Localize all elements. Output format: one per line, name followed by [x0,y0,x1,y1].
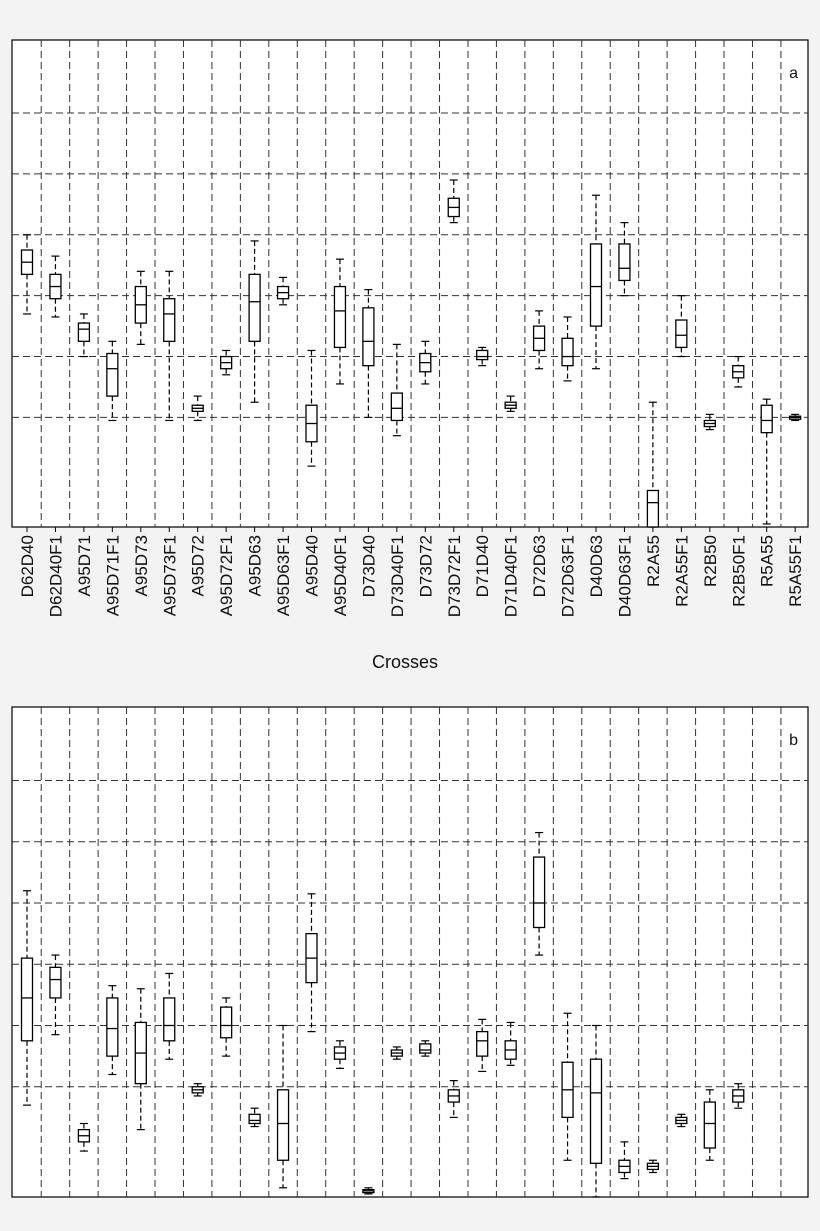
iqr-box [249,1114,260,1123]
iqr-box [164,998,175,1041]
x-tick-label: D73D72 [416,535,436,598]
iqr-box [761,405,772,432]
iqr-box [534,857,545,927]
x-tick-label: R2B50 [700,535,720,587]
panel-tag: b [789,732,798,749]
x-tick-label: D73D40 [359,535,379,598]
iqr-box [278,1090,289,1160]
x-tick-label: A95D63 [245,535,265,597]
iqr-box [221,1007,232,1038]
x-tick-label: A95D72F1 [217,535,237,617]
iqr-box [22,958,33,1041]
iqr-box [477,350,488,359]
panel-a [12,40,808,617]
panel-tag: a [789,65,798,82]
iqr-box [391,393,402,420]
iqr-box [477,1032,488,1057]
panel-b [12,707,808,1197]
x-tick-label: D72D63 [530,535,550,598]
x-tick-label: D73D72F1 [444,535,464,618]
iqr-box [107,354,118,397]
x-tick-label: D40D63F1 [615,535,635,618]
x-tick-label: D71D40 [473,535,493,598]
iqr-box [647,490,658,527]
x-tick-label: D62D40 [18,535,37,598]
x-tick-label: D40D63 [587,535,606,598]
x-tick-label: A95D73F1 [160,535,180,617]
iqr-box [591,244,602,326]
x-tick-label: R2A55 [643,535,663,587]
iqr-box [249,274,260,341]
x-tick-label: R2A55F1 [672,535,692,607]
iqr-box [676,320,687,347]
iqr-box [164,299,175,342]
x-tick-label: D72D63F1 [558,535,578,618]
x-tick-label: D73D40F1 [387,535,407,618]
x-tick-label: A95D63F1 [274,535,294,617]
x-tick-label: A95D73 [131,535,151,597]
iqr-box [619,244,630,281]
iqr-box [78,323,89,341]
x-axis-label: Crosses [371,652,439,672]
iqr-box [107,998,118,1056]
x-tick-label: R5A55F1 [786,535,806,607]
iqr-box [50,967,61,998]
iqr-box [363,308,374,366]
iqr-box [420,1044,431,1053]
x-tick-label: R2B50F1 [729,535,749,607]
iqr-box [562,338,573,365]
x-tick-label: R5A55 [757,535,777,587]
x-tick-label: A95D40 [302,535,322,597]
x-tick-label: A95D71F1 [103,535,123,617]
iqr-box [591,1059,602,1163]
iqr-box [334,287,345,348]
x-tick-label: A95D40F1 [330,535,350,617]
x-tick-label: D71D40F1 [501,535,521,618]
x-tick-label: D62D40F1 [46,535,66,618]
x-tick-label: A95D72 [188,535,208,597]
x-tick-label: A95D71 [74,535,94,597]
iqr-box [704,1102,715,1148]
